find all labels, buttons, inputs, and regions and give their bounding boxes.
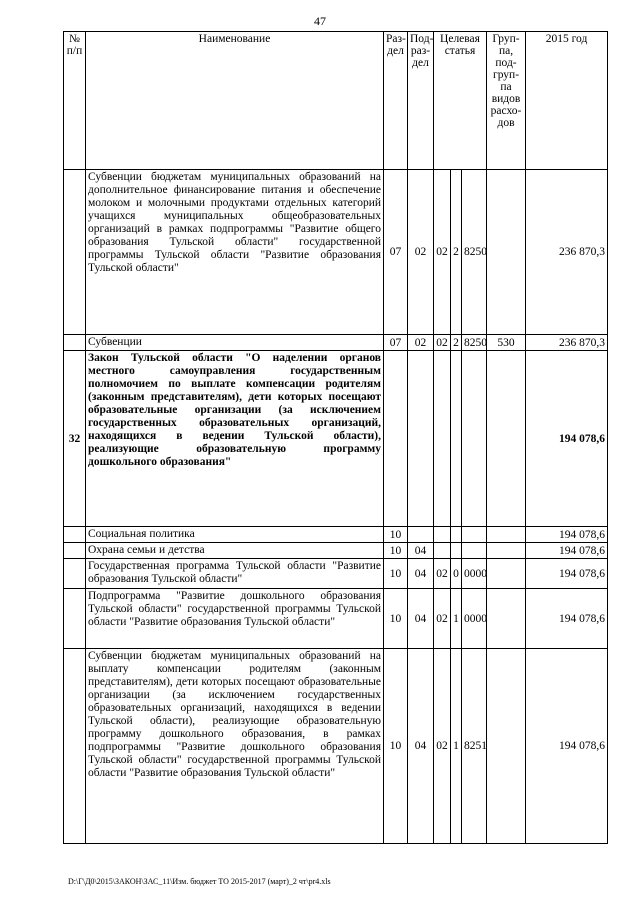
row-amount: 236 870,3 bbox=[526, 170, 608, 335]
row-target-direction bbox=[462, 543, 487, 559]
row-podrazdel: 04 bbox=[408, 543, 434, 559]
row-podrazdel: 02 bbox=[408, 335, 434, 351]
row-expense-group bbox=[487, 559, 526, 589]
row-num bbox=[64, 170, 86, 335]
table-row bbox=[64, 649, 608, 844]
row-num bbox=[64, 559, 86, 589]
header-num: № п/п bbox=[64, 32, 86, 170]
row-expense-group: 530 bbox=[487, 335, 526, 351]
row-expense-group bbox=[487, 543, 526, 559]
table-row bbox=[64, 170, 608, 335]
row-podrazdel bbox=[408, 527, 434, 543]
row-razdel: 07 bbox=[384, 170, 408, 335]
row-amount: 194 078,6 bbox=[526, 649, 608, 844]
header-podrazdel: Под-раз-дел bbox=[408, 32, 434, 170]
row-amount: 194 078,6 bbox=[526, 543, 608, 559]
header-razdel: Раз-дел bbox=[384, 32, 408, 170]
row-name: Субвенции бюджетам муниципальных образований на дополнительное финансирование питания и обеспечение молоком и молочными продуктами отдельных категорий учащихся муниципальных общеобразовательных организаций в рамках подпрограммы "Развитие общего образования Тульской области" государственной программы Тульской области "Развитие образования Тульской области" bbox=[86, 170, 384, 335]
row-target-subprogram: 1 bbox=[451, 649, 462, 844]
row-num bbox=[64, 649, 86, 844]
budget-table bbox=[63, 31, 608, 844]
table-body bbox=[64, 170, 608, 844]
row-num bbox=[64, 589, 86, 649]
row-target-direction: 8251 bbox=[462, 649, 487, 844]
table-row bbox=[64, 335, 608, 351]
row-target-program: 02 bbox=[434, 589, 451, 649]
row-target-program: 02 bbox=[434, 559, 451, 589]
row-podrazdel: 04 bbox=[408, 559, 434, 589]
row-num bbox=[64, 543, 86, 559]
row-num: 32 bbox=[64, 351, 86, 527]
row-amount: 194 078,6 bbox=[526, 589, 608, 649]
row-target-subprogram: 0 bbox=[451, 559, 462, 589]
row-expense-group bbox=[487, 351, 526, 527]
table-row bbox=[64, 543, 608, 559]
page-number: 47 bbox=[314, 14, 326, 28]
row-amount: 194 078,6 bbox=[526, 559, 608, 589]
row-razdel: 10 bbox=[384, 559, 408, 589]
row-num bbox=[64, 335, 86, 351]
row-target-direction: 0000 bbox=[462, 559, 487, 589]
row-name: Субвенции бюджетам муниципальных образований на выплату компенсации родителям (законным представителям), дети которых посещают образовательные организации (за исключением государственных образовательных организаций, находящихся в ведении Тульской области), реализующие образовательную программу дошкольного образования, в рамках подпрограммы "Развитие дошкольного образования Тульской области" государственной программы Тульской области "Развитие образования Тульской области" bbox=[86, 649, 384, 844]
row-razdel: 10 bbox=[384, 589, 408, 649]
row-target-direction: 0000 bbox=[462, 589, 487, 649]
row-target-program bbox=[434, 543, 451, 559]
header-gruppa: Груп-па, под-груп-па видов расхо-дов bbox=[487, 32, 526, 170]
table-header-row bbox=[64, 32, 608, 170]
row-name: Социальная политика bbox=[86, 527, 384, 543]
table-row bbox=[64, 527, 608, 543]
row-amount: 194 078,6 bbox=[526, 351, 608, 527]
row-razdel: 07 bbox=[384, 335, 408, 351]
row-target-direction: 8250 bbox=[462, 335, 487, 351]
row-target-subprogram: 2 bbox=[451, 335, 462, 351]
header-celevaya: Целевая статья bbox=[434, 32, 487, 170]
header-year: 2015 год bbox=[526, 32, 608, 170]
row-target-program bbox=[434, 351, 451, 527]
row-podrazdel: 02 bbox=[408, 170, 434, 335]
row-target-program bbox=[434, 527, 451, 543]
row-expense-group bbox=[487, 589, 526, 649]
row-target-direction: 8250 bbox=[462, 170, 487, 335]
table-row bbox=[64, 559, 608, 589]
row-target-direction bbox=[462, 527, 487, 543]
row-num bbox=[64, 527, 86, 543]
row-podrazdel bbox=[408, 351, 434, 527]
row-podrazdel: 04 bbox=[408, 649, 434, 844]
row-target-subprogram bbox=[451, 543, 462, 559]
header-name: Наименование bbox=[86, 32, 384, 170]
row-name: Государственная программа Тульской области "Развитие образования Тульской области" bbox=[86, 559, 384, 589]
row-target-subprogram: 2 bbox=[451, 170, 462, 335]
table-row bbox=[64, 589, 608, 649]
row-target-program: 02 bbox=[434, 335, 451, 351]
row-expense-group bbox=[487, 527, 526, 543]
row-amount: 236 870,3 bbox=[526, 335, 608, 351]
row-expense-group bbox=[487, 170, 526, 335]
row-name: Охрана семьи и детства bbox=[86, 543, 384, 559]
row-razdel: 10 bbox=[384, 527, 408, 543]
row-name: Подпрограмма "Развитие дошкольного образования Тульской области" государственной программы Тульской области "Развитие образования Тульской области" bbox=[86, 589, 384, 649]
row-razdel bbox=[384, 351, 408, 527]
row-name: Субвенции bbox=[86, 335, 384, 351]
file-path-footer: D:\Г\Д0\2015\ЗАКОН\ЗАС_11\Изм. бюджет ТО 2015-2017 (март)_2 чт\pr4.xls bbox=[68, 877, 331, 886]
row-target-direction bbox=[462, 351, 487, 527]
row-target-program: 02 bbox=[434, 170, 451, 335]
row-expense-group bbox=[487, 649, 526, 844]
row-target-subprogram bbox=[451, 527, 462, 543]
row-razdel: 10 bbox=[384, 543, 408, 559]
row-amount: 194 078,6 bbox=[526, 527, 608, 543]
row-podrazdel: 04 bbox=[408, 589, 434, 649]
row-name: Закон Тульской области "О наделении органов местного самоуправления государственным полномочием по выплате компенсации родителям (законным представителям), дети которых посещают образовательные организации (за исключением государственных образовательных организаций, находящихся в ведении Тульской области), реализующие образовательную программу дошкольного образования" bbox=[86, 351, 384, 527]
row-target-subprogram bbox=[451, 351, 462, 527]
row-razdel: 10 bbox=[384, 649, 408, 844]
table-row bbox=[64, 351, 608, 527]
row-target-subprogram: 1 bbox=[451, 589, 462, 649]
row-target-program: 02 bbox=[434, 649, 451, 844]
